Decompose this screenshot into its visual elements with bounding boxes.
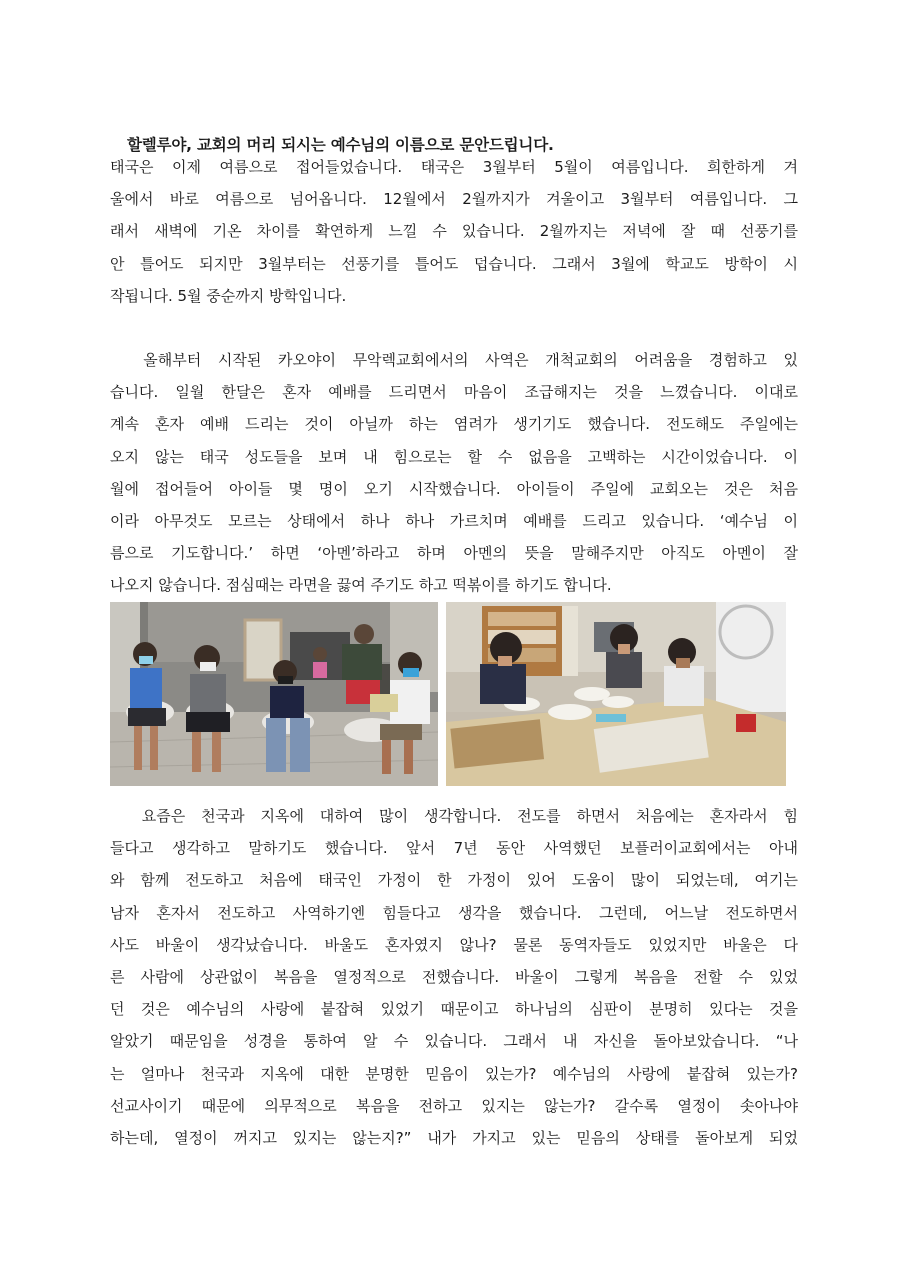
text-line: 사도 바울이 생각났습니다. 바울도 혼자였지 않나? 물론 동역자들도 있었지만 바울은 다 [110, 935, 798, 954]
text-line: 올해부터 시작된 카오야이 무악렉교회에서의 사역은 개척교회의 어려움을 경험하고 있 [110, 351, 798, 369]
text-line: 울에서 바로 여름으로 넘어옵니다. 12월에서 2월까지가 겨울이고 3월부터 여름입니다. 그 [110, 190, 798, 209]
text-line: 는 얼마나 천국과 지옥에 대한 분명한 믿음이 있는가? 예수님의 사랑에 붙잡혀 있는가? [110, 1064, 798, 1083]
text-line: 월에 접어들어 아이들 몇 명이 오기 시작했습니다. 아이들이 주일에 교회오는 것은 처음 [110, 479, 798, 498]
paragraph-heaven-and-hell [110, 800, 798, 1154]
text-line: 름으로 기도합니다.’ 하면 ‘아멘’하라고 하며 아멘의 뜻을 말해주지만 아직도 아멘이 잘 [110, 544, 798, 563]
text-line: 알았기 때문임을 성경을 통하여 알 수 있습니다. 그래서 내 자신을 돌아보았습니다. “나 [110, 1032, 798, 1051]
text-line: 이라 아무것도 모르는 상태에서 하나 하나 가르치며 예배를 드리고 있습니다. ‘예수님 이 [110, 511, 798, 530]
text-line: 남자 혼자서 전도하고 사역하기엔 힘들다고 생각을 했습니다. 그런데, 어느날 전도하면서 [110, 903, 798, 922]
text-line: 른 사람에 상관없이 복음을 열정적으로 전했습니다. 바울이 그렇게 복음을 전할 수 있었 [110, 967, 798, 986]
paragraph-summer [110, 151, 798, 312]
text-line: 선교사이기 때문에 의무적으로 복음을 전하고 있지는 않는가? 갈수록 열정이 솟아나야 [110, 1096, 798, 1115]
text-line: 태국은 이제 여름으로 접어들었습니다. 태국은 3월부터 5월이 여름입니다. 희한하게 겨 [110, 158, 798, 176]
photo-children-eating [446, 602, 786, 786]
greeting-heading: 할렐루야, 교회의 머리 되시는 예수님의 이름으로 문안드립니다. [127, 136, 554, 154]
text-line: 와 함께 전도하고 처음에 태국인 가정이 한 가정이 있어 도움이 많이 되었는데, 여기는 [110, 871, 798, 890]
photo-children-seated [110, 602, 438, 786]
text-line: 하는데, 열정이 꺼지고 있지는 않는지?” 내가 가지고 있는 믿음의 상태를 돌아보게 되었 [110, 1128, 798, 1147]
paragraph-church-ministry [110, 344, 798, 602]
text-line: 작됩니다. 5월 중순까지 방학입니다. [110, 286, 347, 305]
text-line: 던 것은 예수님의 사랑에 붙잡혀 있었기 때문이고 하나님의 심판이 분명히 있다는 것을 [110, 1000, 798, 1019]
text-line: 안 틀어도 되지만 3월부터는 선풍기를 틀어도 덥습니다. 그래서 3월에 학교도 방학이 시 [110, 254, 798, 273]
text-line: 오지 않는 태국 성도들을 보며 내 힘으로는 할 수 없음을 고백하는 시간이었습니다. 이 [110, 447, 798, 466]
text-line: 계속 혼자 예배 드리는 것이 아닐까 하는 염려가 생기기도 했습니다. 전도해도 주일에는 [110, 415, 798, 434]
text-line: 들다고 생각하고 말하기도 했습니다. 앞서 7년 동안 사역했던 보플러이교회에서는 아내 [110, 839, 798, 858]
text-line: 습니다. 일월 한달은 혼자 예배를 드리면서 마음이 조급해지는 것을 느꼈습니다. 이대로 [110, 383, 798, 402]
text-line: 래서 새벽에 기온 차이를 확연하게 느낄 수 있습니다. 2월까지는 저녁에 잘 때 선풍기를 [110, 222, 798, 241]
text-line: 요즘은 천국과 지옥에 대하여 많이 생각합니다. 전도를 하면서 처음에는 혼자라서 힘 [110, 807, 798, 825]
text-line: 나오지 않습니다. 점심때는 라면을 끓여 주기도 하고 떡볶이를 하기도 합니다. [110, 576, 612, 595]
